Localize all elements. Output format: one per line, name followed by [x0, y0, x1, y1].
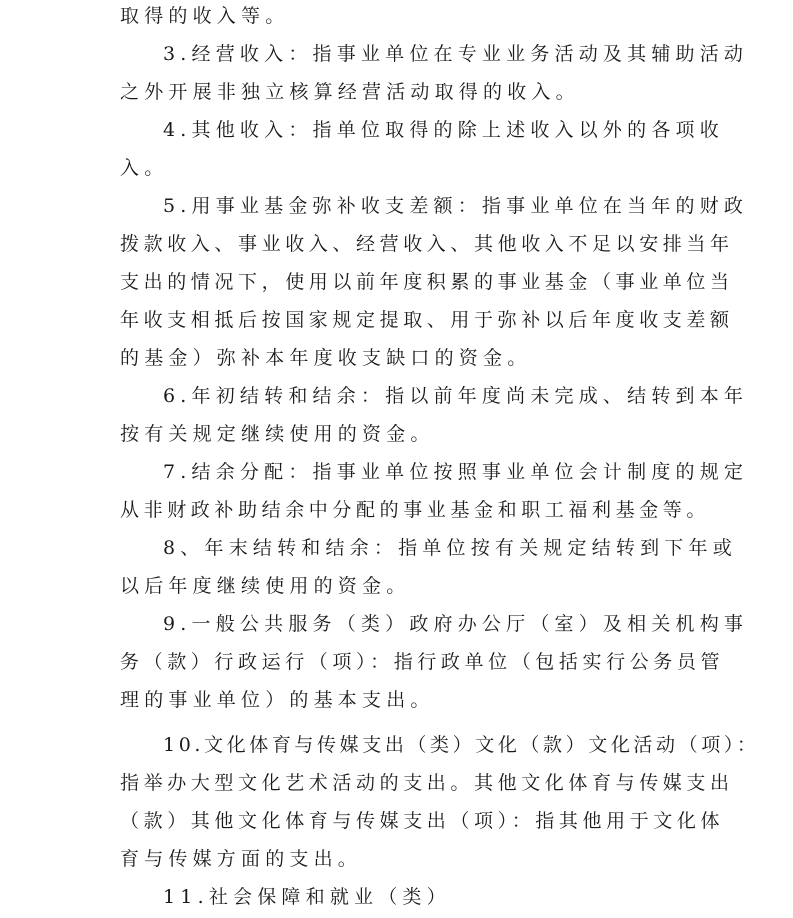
- text-line: 9.一般公共服务（类）政府办公厅（室）及相关机构事: [163, 613, 749, 635]
- text-line: 的基金）弥补本年度收支缺口的资金。: [120, 347, 532, 369]
- text-line: 之外开展非独立核算经营活动取得的收入。: [120, 81, 580, 103]
- text-line: 取得的收入等。: [120, 5, 290, 27]
- text-line: 育与传媒方面的支出。: [120, 848, 363, 870]
- text-line: 拨款收入、事业收入、经营收入、其他收入不足以安排当年: [120, 233, 734, 255]
- text-line: 10.文化体育与传媒支出（类）文化（款）文化活动（项）：: [163, 734, 760, 756]
- text-line: 从非财政补助结余中分配的事业基金和职工福利基金等。: [120, 499, 711, 521]
- text-line: 理的事业单位）的基本支出。: [120, 689, 435, 711]
- text-line: 11.社会保障和就业（类）: [163, 886, 451, 908]
- text-line: 7.结余分配：指事业单位按照事业单位会计制度的规定: [163, 461, 749, 483]
- text-line: 以后年度继续使用的资金。: [120, 575, 411, 597]
- text-line: 4.其他收入：指单位取得的除上述收入以外的各项收: [163, 119, 724, 141]
- text-line: （款）其他文化体育与传媒支出（项）：指其他用于文化体: [120, 810, 725, 832]
- text-line: 按有关规定继续使用的资金。: [120, 423, 435, 445]
- text-line: 5.用事业基金弥补收支差额：指事业单位在当年的财政: [163, 195, 749, 217]
- text-line: 入。: [120, 157, 169, 179]
- text-line: 年收支相抵后按国家规定提取、用于弥补以后年度收支差额: [120, 309, 734, 331]
- text-line: 3.经营收入：指事业单位在专业业务活动及其辅助活动: [163, 43, 749, 65]
- text-line: 6.年初结转和结余：指以前年度尚未完成、结转到本年: [163, 385, 749, 407]
- text-line: 支出的情况下，使用以前年度积累的事业基金（事业单位当: [120, 271, 734, 293]
- text-line: 8、年末结转和结余：指单位按有关规定结转到下年或: [163, 537, 737, 559]
- text-line: 指举办大型文化艺术活动的支出。其他文化体育与传媒支出: [120, 772, 734, 794]
- text-line: 务（款）行政运行（项）：指行政单位（包括实行公务员管: [120, 651, 725, 673]
